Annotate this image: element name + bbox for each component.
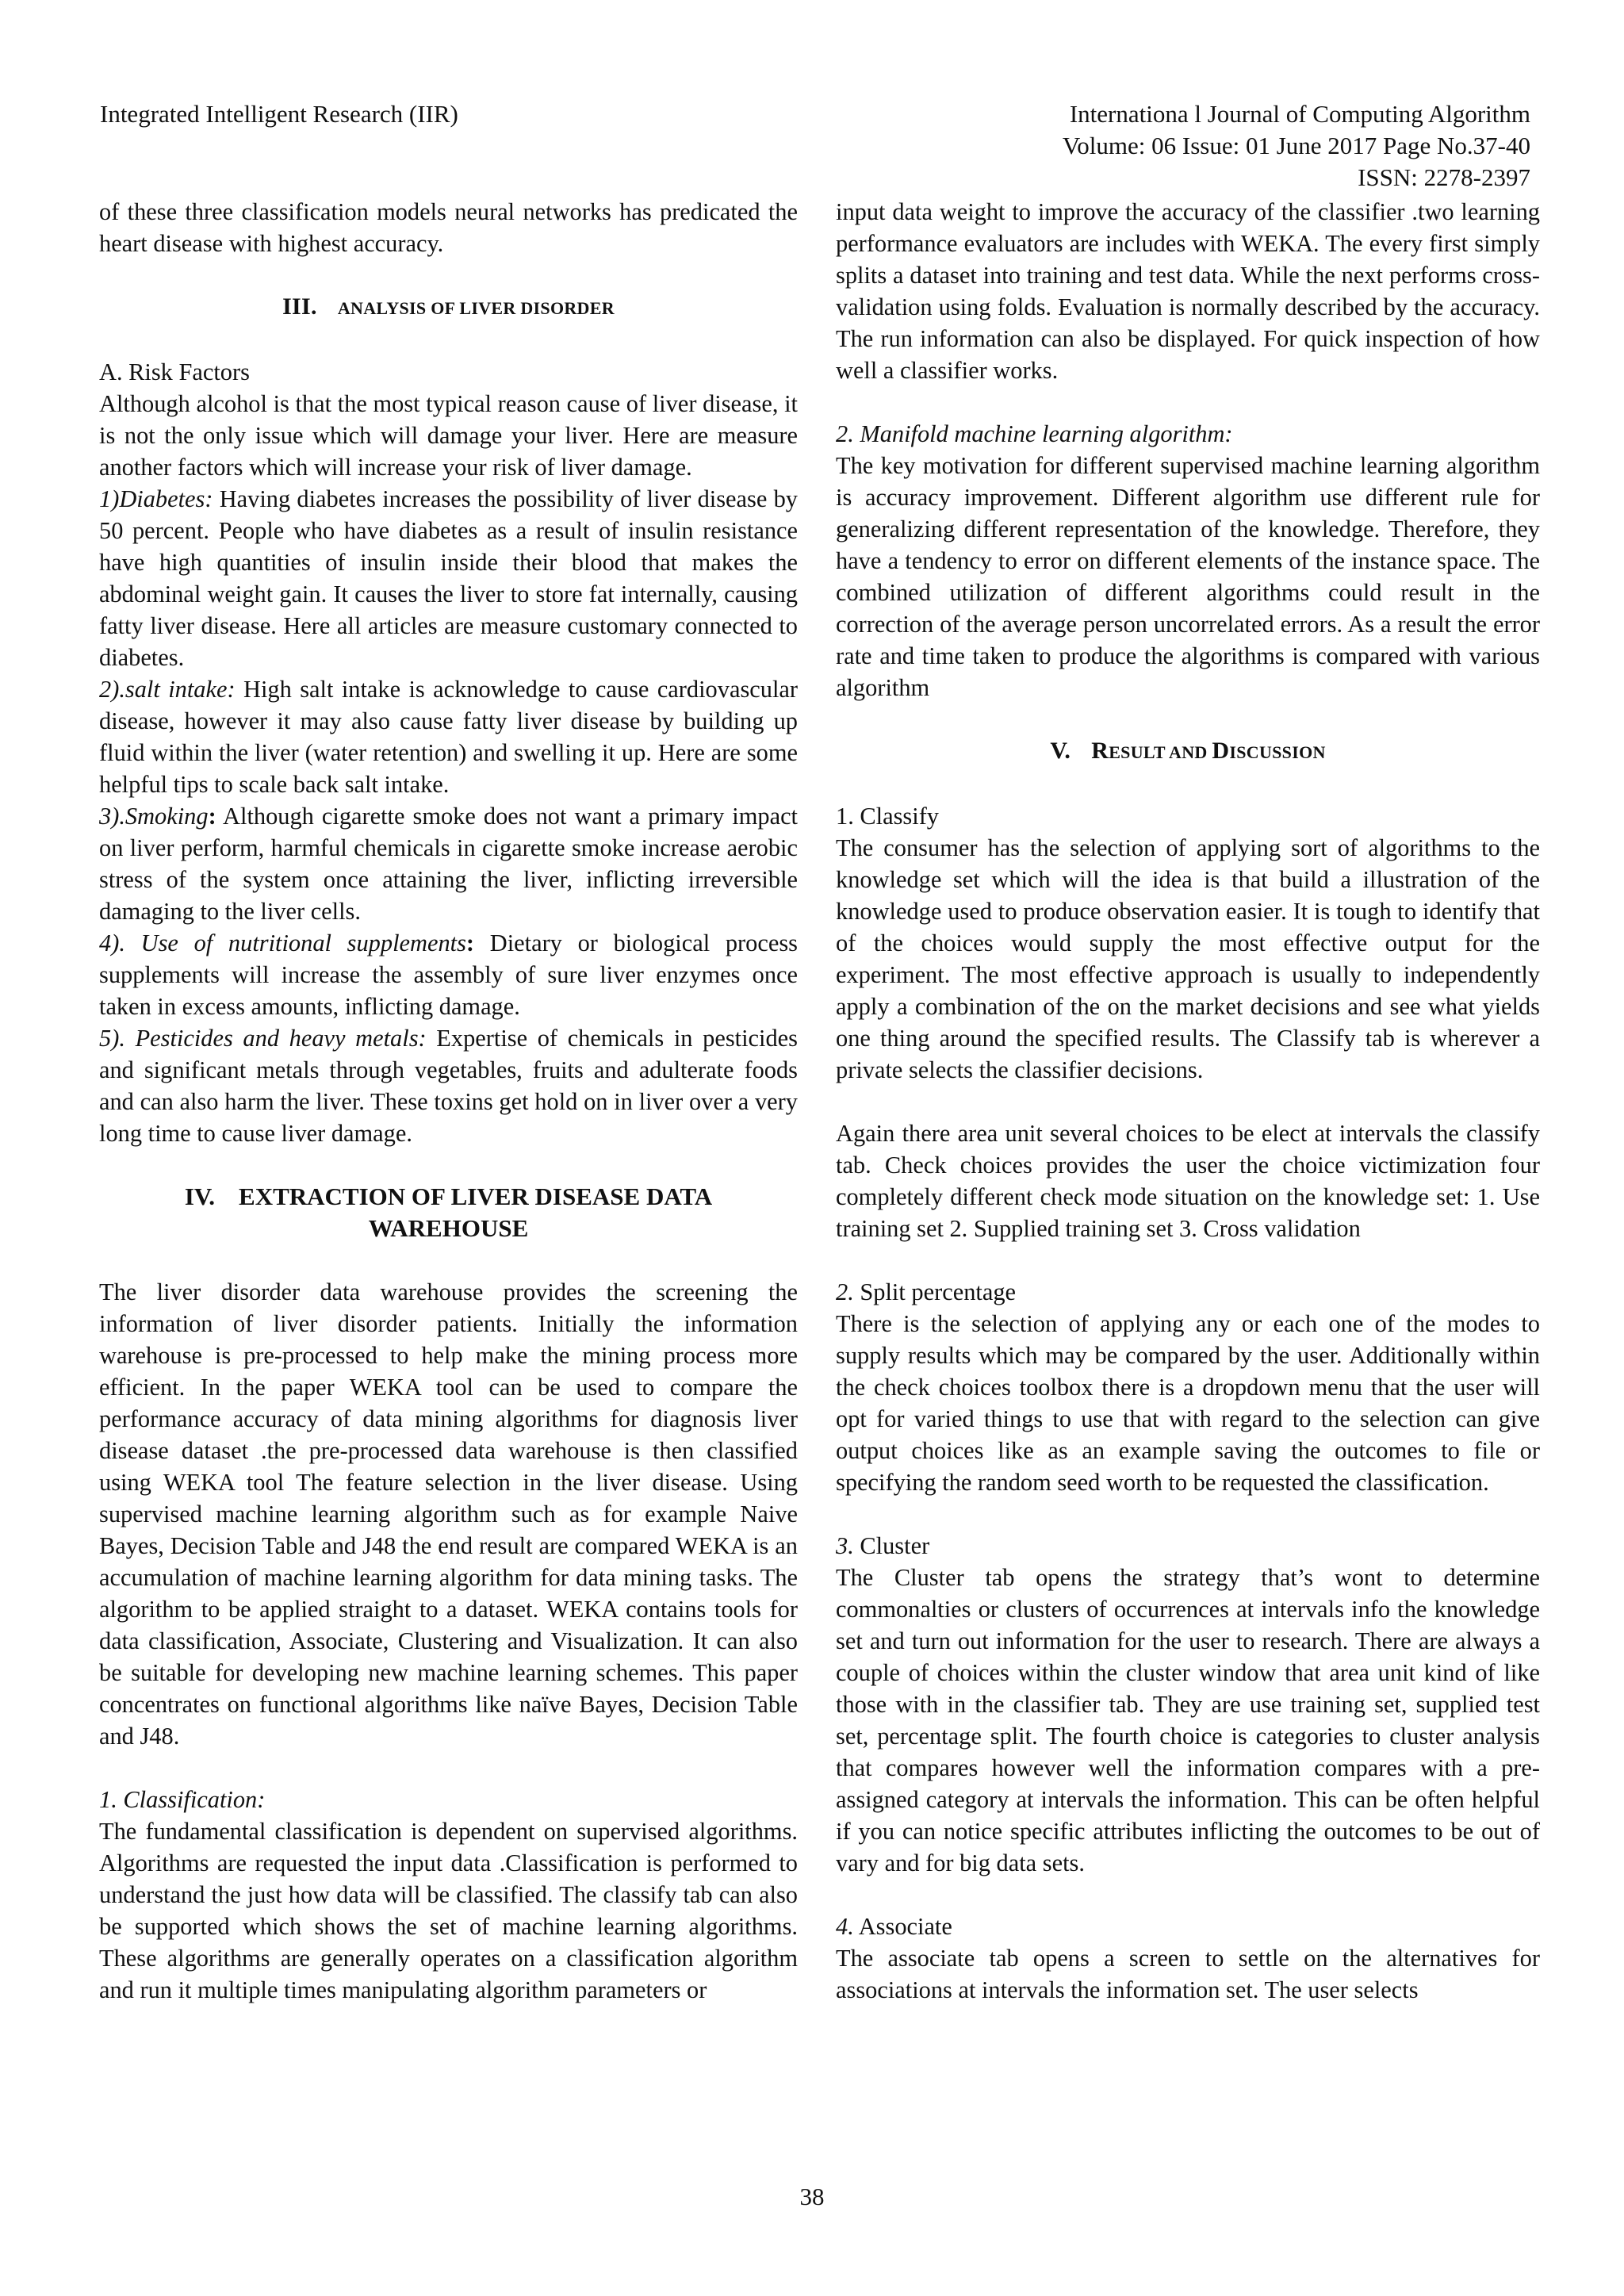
factor-salt-intake: 2).salt intake: High salt intake is acknowledge to cause cardiovascular disease, however it may also cause fatty liver disease by building up fluid within the liver (water retention) and swelling it up. Here are some helpful tips to scale back salt intake. — [99, 676, 799, 798]
split-heading: 2. Split percentage — [836, 1278, 1017, 1305]
journal-header-left: Integrated Intelligent Research (IIR) — [100, 100, 458, 128]
classification-paragraph: The fundamental classification is dependent on supervised algorithms. Algorithms are requested the input data .Classification is performed to understand the just how data will be classified. The classify tab can also be supported which shows the set of machine learning algorithms. These algorithms are generally operates on a classification algorithm and run it multiple times manipulating algorithm parameters or — [99, 1818, 798, 2003]
factor-pesticides: 5). Pesticides and heavy metals: Expertise of chemicals in pesticides and significant metals through vegetables, fruits and adulterate foods and can also harm the liver. These toxins get hold on in liver over a very long time to cause liver damage. — [99, 1025, 798, 1147]
cluster-paragraph: The Cluster tab opens the strategy that’s wont to determine commonalties or clusters of occurrences at intervals info the knowledge set and turn out information for the user to research. There are always a couple of choices within the cluster window that area unit kind of like those with in the classifier tab. They are use training set, supplied test set, percentage split. The fourth choice is categories to cluster analysis that compares however well the information compares with a pre-assigned category at intervals the information. This can be often helpful if you can notice specific attributes inflicting the outcomes to be out of vary and for big data sets. — [836, 1564, 1540, 1876]
manifold-paragraph: The key motivation for different supervised machine learning algorithm is accuracy improvement. Different algorithm use different rule for generalizing different representation of the knowledge. Therefore, they have a tendency to error on different elements of the instance space. The combined utilization of different algorithms could result in the correction of the average person uncorrelated errors. As a result the error rate and time taken to produce the algorithms is compared with various algorithm — [836, 452, 1540, 701]
section-5-heading: V. RESULT AND DISCUSSION — [1050, 738, 1326, 764]
issn: ISSN: 2278-2397 — [1358, 163, 1530, 191]
split-paragraph: There is the selection of applying any or each one of the modes to supply results which may be compared by the user. Additionally within the check choices toolbox there is a dropdown menu that the user will opt for varied things to use that with regard to the selection can give output choices like as an example saving the outcomes to file or specifying the random seed worth to be requested the classification. — [836, 1310, 1540, 1496]
section-4-paragraph: The liver disorder data warehouse provides the screening the information of liver disorder patients. Initially the information warehouse is pre-processed to help make the mining process more efficient. In the paper WEKA tool can be used to compare the performance accuracy of data mining algorithms for diagnosis liver disease dataset .the pre-processed data warehouse is then classified using WEKA tool The feature selection in the liver disease. Using supervised machine learning algorithm such as for example Naive Bayes, Decision Table and J48 the end result are compared WEKA is an accumulation of machine learning algorithm for data mining tasks. The algorithm to be applied straight to a dataset. WEKA contains tools for data classification, Associate, Clustering and Visualization. It can also be suitable for developing new machine learning schemes. This paper concentrates on functional algorithms like naïve Bayes, Decision Table and J48. — [99, 1278, 798, 1750]
factor-diabetes: 1)Diabetes: Having diabetes increases the possibility of liver disease by 50 percent. People who have diabetes as a result of insulin resistance have high quantities of insulin inside their blood that makes the abdominal weight gain. It causes the liver to store fat internally, causing fatty liver disease. Here all articles are measure customary connected to diabetes. — [99, 485, 798, 671]
left-column — [99, 196, 798, 2006]
classify-heading: 1. Classify — [836, 803, 940, 830]
classify-paragraph: The consumer has the selection of applying sort of algorithms to the knowledge set which will the idea is that build a illustration of the knowledge used to produce observation easier. It is tough to identify that of the choices would supply the most effective output for the experiment. The most effective approach is usually to independently apply a combination of the on the market decisions and see what yields one thing around the specified results. The Classify tab is wherever a private selects the classifier decisions. — [836, 834, 1540, 1083]
associate-heading: 4. Associate — [836, 1913, 952, 1940]
journal-name: Internationa l Journal of Computing Algorithm — [1069, 100, 1530, 128]
intro-paragraph: of these three classification models neural networks has predicated the heart disease with highest accuracy. — [99, 198, 798, 257]
risk-factors-text: Although alcohol is that the most typical reason cause of liver disease, it is not the only issue which will damage your liver. Here are measure another factors which will increase your risk of liver damage. — [99, 390, 798, 481]
right-column — [836, 196, 1540, 2006]
classification-heading: 1. Classification: — [99, 1786, 266, 1813]
section-4-heading: IV. EXTRACTION OF LIVER DISEASE DATA WAREHOUSE — [184, 1182, 713, 1242]
journal-header-right — [1063, 98, 1530, 194]
volume-issue: Volume: 06 Issue: 01 June 2017 Page No.37-40 — [1062, 132, 1530, 159]
manifold-heading: 2. Manifold machine learning algorithm: — [836, 420, 1233, 447]
classify-paragraph-2: Again there area unit several choices to be elect at intervals the classify tab. Check choices provides the user the choice victimization four completely different check mode situation on the knowledge set: 1. Use training set 2. Supplied training set 3. Cross validation — [836, 1120, 1540, 1242]
factor-smoking: 3).Smoking: Although cigarette smoke does not want a primary impact on liver perform, harmful chemicals in cigarette smoke increase aerobic stress of the system once attaining the liver, inflicting irreversible damaging to the liver cells. — [99, 803, 798, 925]
factor-supplements: 4). Use of nutritional supplements: Dietary or biological process supplements will increase the assembly of sure liver enzymes once taken in excess amounts, inflicting damage. — [99, 930, 798, 1020]
cluster-heading: 3. Cluster — [836, 1532, 930, 1559]
associate-paragraph: The associate tab opens a screen to settle on the alternatives for associations at intervals the information set. The user selects — [836, 1945, 1540, 2003]
page-number: 38 — [799, 2183, 825, 2210]
section-3-heading: III. ANALYSIS OF LIVER DISORDER — [282, 293, 615, 320]
continued-paragraph: input data weight to improve the accuracy of the classifier .two learning performance evaluators are includes with WEKA. The every first simply splits a dataset into training and test data. While the next performs cross-validation using folds. Evaluation is normally described by the accuracy. The run information can also be displayed. For quick inspection of how well a classifier works. — [836, 198, 1540, 384]
risk-factors-heading: A. Risk Factors — [99, 358, 250, 385]
